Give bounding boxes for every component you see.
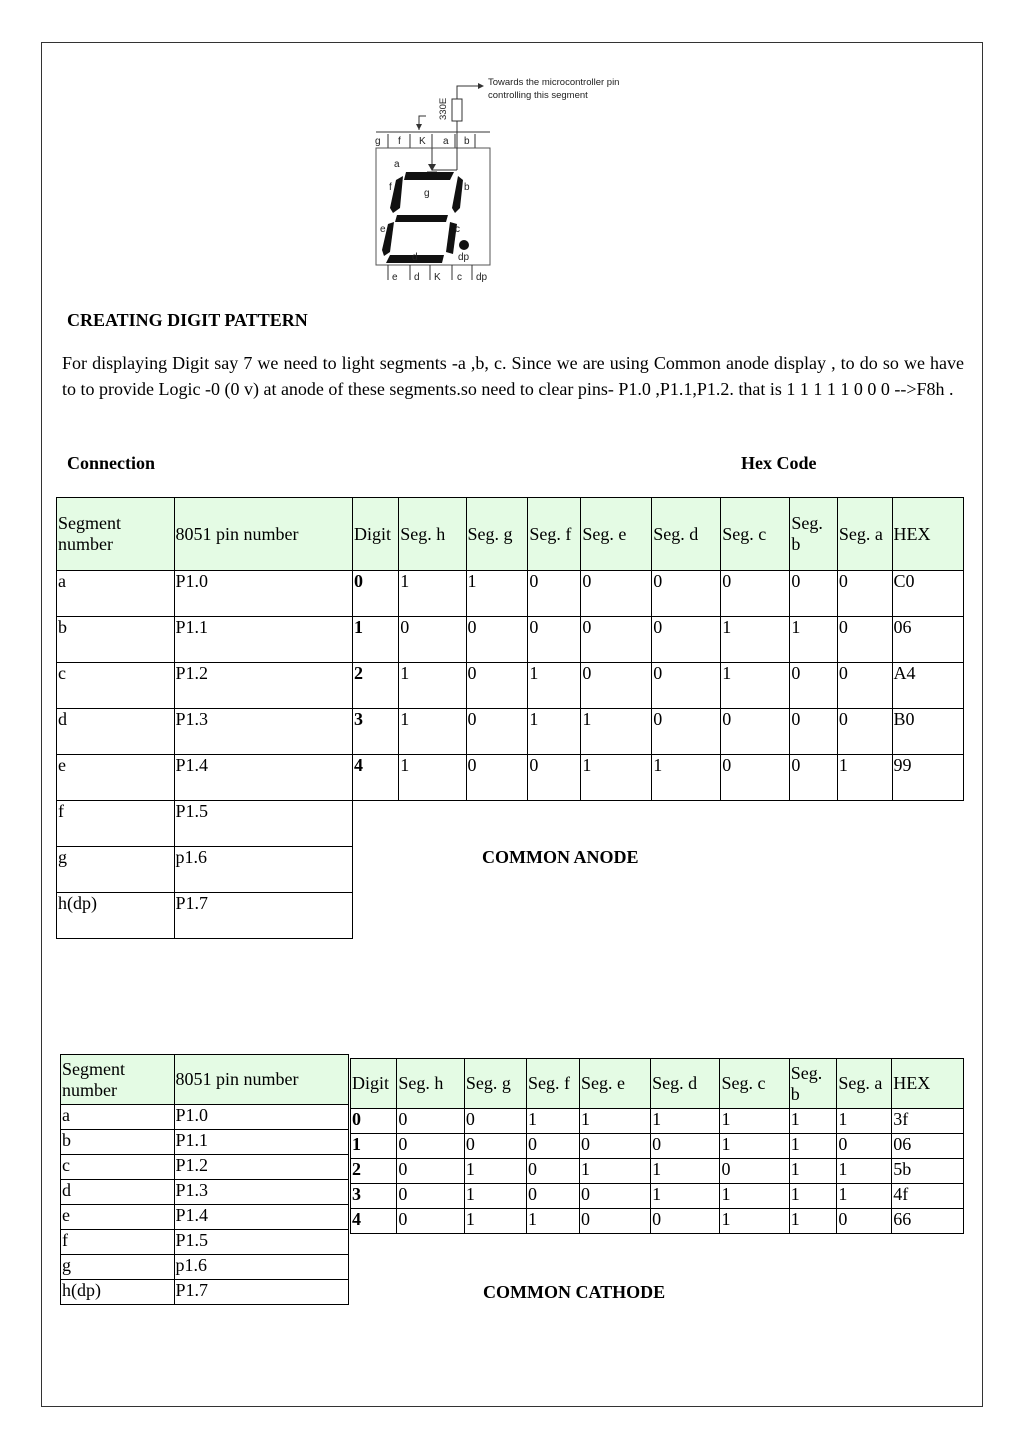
table-row [61,1105,349,1130]
table-row [61,1280,349,1305]
column-header: Seg. g [464,1059,526,1109]
svg-text:a: a [443,136,449,147]
table-cell: 0 [652,663,721,709]
table-cell: 0 [721,571,790,617]
column-header: Seg. e [581,498,652,571]
table-row [61,1180,349,1205]
table-cell: 0 [837,663,892,709]
table-cell: 0 [837,709,892,755]
table-row [353,571,964,617]
hex-table-anode [352,497,964,801]
table-cell: C0 [892,571,963,617]
table-cell: 0 [464,1109,526,1134]
table-cell: 0 [579,1209,650,1234]
table-cell: 0 [466,663,528,709]
table-cell: 1 [720,1184,789,1209]
table-cell: 1 [581,709,652,755]
table-cell: 0 [581,617,652,663]
table-cell: 1 [789,1184,837,1209]
table-cell: h(dp) [61,1280,175,1305]
table-cell: 1 [353,617,399,663]
svg-text:K: K [419,136,426,147]
table-cell: P1.2 [174,663,353,709]
table-cell: 0 [397,1184,465,1209]
table-cell: 0 [466,755,528,801]
table-cell: 0 [790,709,838,755]
table-cell: 1 [721,663,790,709]
svg-text:f: f [398,136,401,147]
table-cell: 5b [892,1159,964,1184]
table-cell: 1 [837,1184,892,1209]
table-row [353,755,964,801]
column-header: Seg. c [721,498,790,571]
table-cell: 0 [837,571,892,617]
table-row [353,663,964,709]
column-header: 8051 pin number [174,498,353,571]
table-cell: b [61,1130,175,1155]
table-cell: 1 [789,1159,837,1184]
table-cell: 1 [466,571,528,617]
column-header: Seg. d [652,498,721,571]
table-cell: P1.5 [174,1230,348,1255]
table-header-row [57,498,353,571]
table-cell: 0 [837,617,892,663]
table-cell: P1.1 [174,1130,348,1155]
table-cell: 1 [581,755,652,801]
table-cell: 0 [720,1159,789,1184]
table-cell: f [61,1230,175,1255]
table-cell: 0 [579,1184,650,1209]
table-cell: 0 [581,571,652,617]
table-cell: 0 [721,755,790,801]
table-cell: 1 [399,709,466,755]
table-cell: 1 [720,1209,789,1234]
table-row [353,709,964,755]
table-cell: 1 [837,755,892,801]
table-cell: 4 [351,1209,397,1234]
table-cell: 3f [892,1109,964,1134]
table-cell: P1.4 [174,1205,348,1230]
hex-table-cathode [350,1058,964,1234]
table-cell: 0 [528,755,581,801]
table-cell: 0 [651,1209,720,1234]
table-cell: 06 [892,617,963,663]
table-row [351,1159,964,1184]
table-cell: 1 [789,1109,837,1134]
table-cell: 0 [397,1159,465,1184]
column-header: Seg. h [397,1059,465,1109]
table-row [57,617,353,663]
table-row [57,755,353,801]
table-cell: 0 [790,755,838,801]
table-cell: 1 [399,663,466,709]
diagram-note-line1: Towards the microcontroller pin [488,77,620,88]
table-cell: 1 [464,1159,526,1184]
column-header: Digit [353,498,399,571]
column-header: Digit [351,1059,397,1109]
table-cell: P1.2 [174,1155,348,1180]
svg-text:e: e [380,224,386,235]
table-cell: 06 [892,1134,964,1159]
column-header: HEX [892,1059,964,1109]
table-cell: 66 [892,1209,964,1234]
table-cell: 0 [397,1134,465,1159]
table-cell: P1.4 [174,755,353,801]
column-header: Seg. e [579,1059,650,1109]
table-row [351,1184,964,1209]
table-cell: 1 [720,1109,789,1134]
column-header: HEX [892,498,963,571]
svg-text:dp: dp [476,272,488,283]
table-cell: 1 [528,709,581,755]
table-cell: 0 [466,709,528,755]
table-cell: p1.6 [174,1255,348,1280]
diagram-note-line2: controlling this segment [488,90,588,101]
table-row [61,1205,349,1230]
column-header: Seg. h [399,498,466,571]
svg-text:f: f [389,182,392,193]
table-cell: a [61,1105,175,1130]
table-cell: 0 [837,1134,892,1159]
table-cell: a [57,571,175,617]
resistor-label: 330E [438,97,449,120]
table-cell: g [61,1255,175,1280]
table-cell: 1 [579,1159,650,1184]
table-cell: 0 [351,1109,397,1134]
table-cell: 1 [528,663,581,709]
table-row [57,847,353,893]
column-header: Seg. a [837,1059,892,1109]
table-cell: 0 [526,1159,579,1184]
table-row [57,801,353,847]
table-cell: 0 [721,709,790,755]
table-cell: b [57,617,175,663]
table-cell: P1.1 [174,617,353,663]
table-cell: 0 [652,617,721,663]
common-anode-caption: COMMON ANODE [482,847,639,867]
table-cell: 1 [790,617,838,663]
table-header-row [61,1055,349,1105]
svg-text:g: g [375,136,381,147]
table-row [351,1109,964,1134]
table-cell: 0 [790,663,838,709]
svg-text:a: a [394,159,400,170]
svg-text:b: b [464,182,470,193]
table-cell: 0 [397,1109,465,1134]
table-cell: P1.0 [174,1105,348,1130]
table-cell: 99 [892,755,963,801]
top-pin-labels [375,136,470,147]
svg-text:K: K [434,272,441,283]
table-cell: P1.3 [174,1180,348,1205]
seven-segment-diagram [360,72,680,292]
common-cathode-caption: COMMON CATHODE [483,1282,666,1302]
svg-text:b: b [464,136,470,147]
table-cell: 2 [353,663,399,709]
table-cell: 3 [353,709,399,755]
table-cell: e [57,755,175,801]
table-cell: 1 [399,755,466,801]
table-cell: P1.5 [174,801,353,847]
table-cell: 1 [720,1134,789,1159]
svg-text:g: g [424,188,430,199]
table-cell: 4f [892,1184,964,1209]
table-cell: 0 [790,571,838,617]
table-cell: 1 [789,1209,837,1234]
table-row [351,1209,964,1234]
table-cell: 1 [579,1109,650,1134]
table-cell: 0 [651,1134,720,1159]
table-cell: 4 [353,755,399,801]
table-cell: d [57,709,175,755]
table-row [57,663,353,709]
table-cell: 0 [581,663,652,709]
table-cell: c [57,663,175,709]
table-cell: p1.6 [174,847,353,893]
table-cell: 1 [526,1209,579,1234]
table-cell: 1 [351,1134,397,1159]
table-cell: 0 [528,571,581,617]
table-cell: 1 [526,1109,579,1134]
table-cell: 0 [579,1134,650,1159]
column-header: Seg. f [528,498,581,571]
column-header: Seg. c [720,1059,789,1109]
table-cell: 0 [652,709,721,755]
svg-text:d: d [412,252,418,263]
table-row [57,571,353,617]
table-header-row [351,1059,964,1109]
table-cell: 1 [651,1159,720,1184]
table-cell: 0 [353,571,399,617]
table-cell: 0 [399,617,466,663]
table-cell: P1.7 [174,893,353,939]
table-cell: P1.3 [174,709,353,755]
table-row [61,1255,349,1280]
table-cell: c [61,1155,175,1180]
table-cell: f [57,801,175,847]
table-cell: 0 [526,1134,579,1159]
table-row [57,709,353,755]
column-header: Seg. d [651,1059,720,1109]
table-cell: 0 [464,1134,526,1159]
table-cell: 3 [351,1184,397,1209]
table-cell: d [61,1180,175,1205]
table-header-row [353,498,964,571]
svg-text:c: c [455,224,460,235]
table-cell: 2 [351,1159,397,1184]
svg-text:dp: dp [458,252,470,263]
column-header: Segment number [61,1055,175,1105]
table-row [61,1230,349,1255]
table-cell: 0 [837,1209,892,1234]
table-row [61,1155,349,1180]
table-cell: 0 [652,571,721,617]
table-cell: 0 [526,1184,579,1209]
table-cell: 1 [464,1184,526,1209]
column-header: Seg. g [466,498,528,571]
svg-text:c: c [457,272,462,283]
table-cell: h(dp) [57,893,175,939]
connection-label: Connection [67,453,156,473]
table-cell: 1 [399,571,466,617]
description-paragraph: For displaying Digit say 7 we need to light segments -a ,b, c. Since we are using Common anode display , to do so we have to to provide Logic -0 (0 v) at anode of these segments.so need to clear pins- P1.0 ,P1.1,P1.2. that is 1 1 1 1 1 0 0 0 -->F8h . [62,353,964,399]
table-cell: g [57,847,175,893]
bottom-pin-labels [392,272,488,283]
table-cell: 1 [651,1184,720,1209]
table-row [353,617,964,663]
svg-text:d: d [414,272,420,283]
table-cell: 1 [721,617,790,663]
svg-text:e: e [392,272,398,283]
table-cell: 0 [466,617,528,663]
column-header: Seg. a [837,498,892,571]
table-cell: e [61,1205,175,1230]
table-cell: P1.7 [174,1280,348,1305]
table-cell: 1 [652,755,721,801]
hex-code-label: Hex Code [741,453,817,473]
column-header: 8051 pin number [174,1055,348,1105]
table-cell: 1 [837,1109,892,1134]
table-cell: 0 [397,1209,465,1234]
table-cell: P1.0 [174,571,353,617]
connection-table-anode [56,497,353,939]
table-row [57,893,353,939]
table-cell: 0 [528,617,581,663]
table-cell: 1 [837,1159,892,1184]
table-row [61,1130,349,1155]
table-row [351,1134,964,1159]
section-heading: CREATING DIGIT PATTERN [67,310,308,330]
column-header: Seg. b [789,1059,837,1109]
table-cell: B0 [892,709,963,755]
table-cell: A4 [892,663,963,709]
column-header: Segment number [57,498,175,571]
column-header: Seg. b [790,498,838,571]
connection-table-cathode [60,1054,349,1305]
column-header: Seg. f [526,1059,579,1109]
table-cell: 1 [651,1109,720,1134]
table-cell: 1 [464,1209,526,1234]
table-cell: 1 [789,1134,837,1159]
